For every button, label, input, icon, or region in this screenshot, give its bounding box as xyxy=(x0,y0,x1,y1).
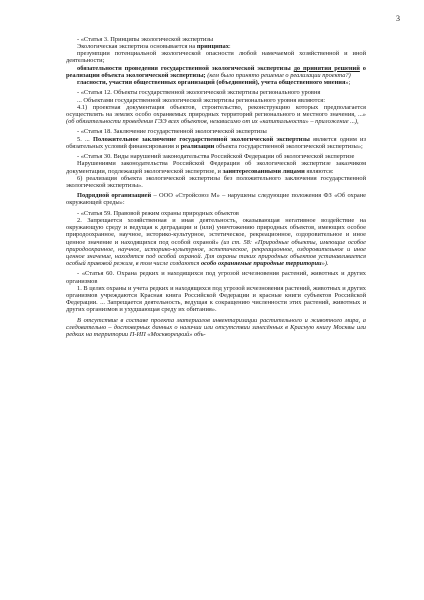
text-run: 5. ... xyxy=(77,135,93,143)
text-run: (об обязательности проведения ГЭЭ всех объектов, независимо от их «капитальности» – приложение ...), xyxy=(66,118,359,126)
text-run: объекта государственной экологической экспертизы»; xyxy=(214,142,363,150)
paragraph xyxy=(66,317,366,338)
paragraph xyxy=(66,153,366,160)
paragraph xyxy=(66,79,366,86)
paragraph xyxy=(66,104,366,125)
paragraph xyxy=(66,36,366,43)
text-run: (кем было принято решение о реализации проекта?) xyxy=(205,71,351,79)
text-run: о реализации объекта экологической экспертизы; xyxy=(66,64,366,79)
paragraph xyxy=(66,160,366,174)
paragraph xyxy=(66,65,366,79)
text-run: гласности, участия общественных организаций (объединений), учета общественного мнения xyxy=(77,78,346,86)
text-run: до принятия решений xyxy=(293,64,360,72)
paragraph xyxy=(66,43,366,50)
text-run: – ООО «Стройсоюз М» – нарушены следующие положения ФЗ «Об охране окружающей среды»: xyxy=(66,192,366,207)
text-run: В отсутствие в составе проекта материалов инвентаризации растительного и животного мира, а следовательно – достоверных данных о наличии или отсутствии занесённых в Красную книгу Москвы или редких на территории П-ИП «Москворецкий» объ- xyxy=(66,316,366,339)
text-run: Подрядной организацией xyxy=(77,192,152,200)
text-run: Экологическая экспертиза основывается на xyxy=(77,43,197,51)
paragraph xyxy=(66,175,366,189)
document-body xyxy=(66,36,366,338)
text-run: заинтересованными лицами xyxy=(222,167,305,175)
paragraph xyxy=(66,210,366,217)
text-run: Нарушениями законодательства Российской Федерации об экологической экспертизе заказчиком документации, подлежащей экологической экспертизе, и xyxy=(66,160,366,175)
text-run: : xyxy=(228,43,231,51)
text-run: - «Статья 3. Принципы экологической экспертизы xyxy=(77,36,214,43)
text-run: »). xyxy=(321,260,329,268)
text-run: принципах xyxy=(196,43,229,51)
text-run: - «Статья 59. Правовой режим охраны природных объектов xyxy=(77,209,239,217)
text-run: особо охраняемые природные территории xyxy=(200,260,322,268)
paragraph xyxy=(66,270,366,284)
paragraph xyxy=(66,128,366,135)
text-run: 4.1) проектная документация объектов, строительство, реконструкцию которых предполагается осуществлять на землях особо охраняемых природных территорий регионального и местного значения, ...» xyxy=(66,103,366,118)
text-run: обязательности проведения государственной экологической экспертизы xyxy=(77,64,294,72)
text-run: - «Статья 12. Объекты государственной экологической экспертизы регионального уровня xyxy=(77,89,321,97)
paragraph xyxy=(66,217,366,267)
text-run: - «Статья 60. Охрана редких и находящихся под угрозой исчезновения растений, животных и других организмов xyxy=(66,270,366,285)
text-run: являются: xyxy=(304,167,334,175)
text-run: - «Статья 18. Заключение государственной экологической экспертизы xyxy=(77,128,267,136)
paragraph xyxy=(66,136,366,150)
text-run: - «Статья 30. Виды нарушений законодательства Российской Федерации об экологической экспертизе xyxy=(77,153,355,161)
text-run: презумпции потенциальной экологической опасности любой намечаемой хозяйственной и иной деятельности; xyxy=(66,50,366,65)
paragraph xyxy=(66,192,366,206)
paragraph xyxy=(66,50,366,64)
text-run: является одним из обязательных условий финансирования и xyxy=(66,135,366,150)
text-run: 2. Запрещается хозяйственная и иная деятельность, оказывающая негативное воздействие на окружающую среду и ведущая к деградации и (или) уничтожению природных объектов, имеющих особое природоохранное, научное, историко-культурное, эстетическое, рекреационное, оздоровительное и иное ценное значение и находящихся под особой охраной» xyxy=(66,217,366,246)
paragraph xyxy=(66,89,366,96)
text-run: Положительное заключение государственной экологической экспертизы xyxy=(92,135,310,143)
text-run: реализации xyxy=(180,142,215,150)
paragraph xyxy=(66,97,366,104)
paragraph xyxy=(66,285,366,314)
text-run: ... Объектами государственной экологической экспертизы регионального уровня являются: xyxy=(77,96,326,104)
text-run: »; xyxy=(345,78,351,86)
text-run: (из ст. 58: «Природные объекты, имеющие особое природоохранное, научное, историко-культурное, эстетическое, рекреационное, оздоровительное и иное ценное значение, находятся под особой охраной. Для охраны таких природных объектов устанавливается особый правовой режим, в том числе создаются xyxy=(66,238,366,268)
text-run: 6) реализация объекта экологической экспертизы без положительного заключения государственной экологической экспертизы». xyxy=(66,174,366,189)
text-run: 1. В целях охраны и учета редких и находящихся под угрозой исчезновения растений, животных и других организмов учреждаются Красная книга Российской Федерации и красные книги субъектов Российской Федерации. ... Запрещается деятельность, ведущая к сокращению численности этих растений, животных и других организмов и ухудшающая среду их обитания». xyxy=(66,284,367,314)
page-number: 3 xyxy=(396,14,400,23)
